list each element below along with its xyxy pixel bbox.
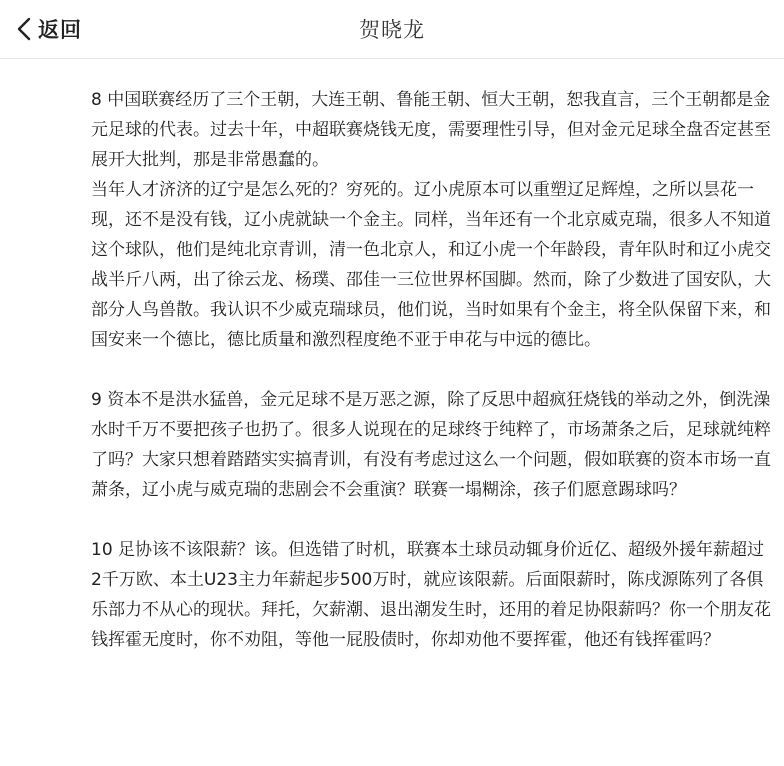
page-title: 贺晓龙 [359,18,425,42]
article-body [91,85,771,655]
article-paragraph: 当年人才济济的辽宁是怎么死的？穷死的。辽小虎原本可以重塑辽足辉煌，之所以昙花一现，还不是没有钱，辽小虎就缺一个金主。同样，当年还有一个北京威克瑞，很多人不知道这个球队，他们是纯北京青训，清一色北京人，和辽小虎一个年龄段，青年队时和辽小虎交战半斤八两，出了徐云龙、杨璞、邵佳一三位世界杯国脚。然而，除了少数进了国安队，大部分人鸟兽散。我认识不少威克瑞球员，他们说，当时如果有个金主，将全队保留下来，和国安来一个德比，德比质量和激烈程度绝不亚于申花与中远的德比。 [91,180,771,350]
article-paragraph: 10 足协该不该限薪？该。但选错了时机，联赛本土球员动辄身价近亿、超级外援年薪超过2千万欧、本土U23主力年薪起步500万时，就应该限薪。后面限薪时，陈戌源陈列了各俱乐部力不从心的现状。拜托，欠薪潮、退出潮发生时，还用的着足协限薪吗？你一个朋友花钱挥霍无度时，你不劝阻，等他一屁股债时，你却劝他不要挥霍，他还有钱挥霍吗？ [91,540,771,650]
back-label: 返回 [38,18,82,42]
article-paragraph: 8 中国联赛经历了三个王朝，大连王朝、鲁能王朝、恒大王朝，恕我直言，三个王朝都是金元足球的代表。过去十年，中超联赛烧钱无度，需要理性引导，但对金元足球全盘否定甚至展开大批判，那是非常愚蠢的。 [91,90,771,170]
top-navigation-bar [0,0,784,59]
article-paragraph: 9 资本不是洪水猛兽，金元足球不是万恶之源，除了反思中超疯狂烧钱的举动之外，倒洗澡水时千万不要把孩子也扔了。很多人说现在的足球终于纯粹了，市场萧条之后，足球就纯粹了吗？大家只想着踏踏实实搞青训，有没有考虑过这么一个问题，假如联赛的资本市场一直萧条，辽小虎与威克瑞的悲剧会不会重演？联赛一塌糊涂，孩子们愿意踢球吗？ [91,390,771,500]
